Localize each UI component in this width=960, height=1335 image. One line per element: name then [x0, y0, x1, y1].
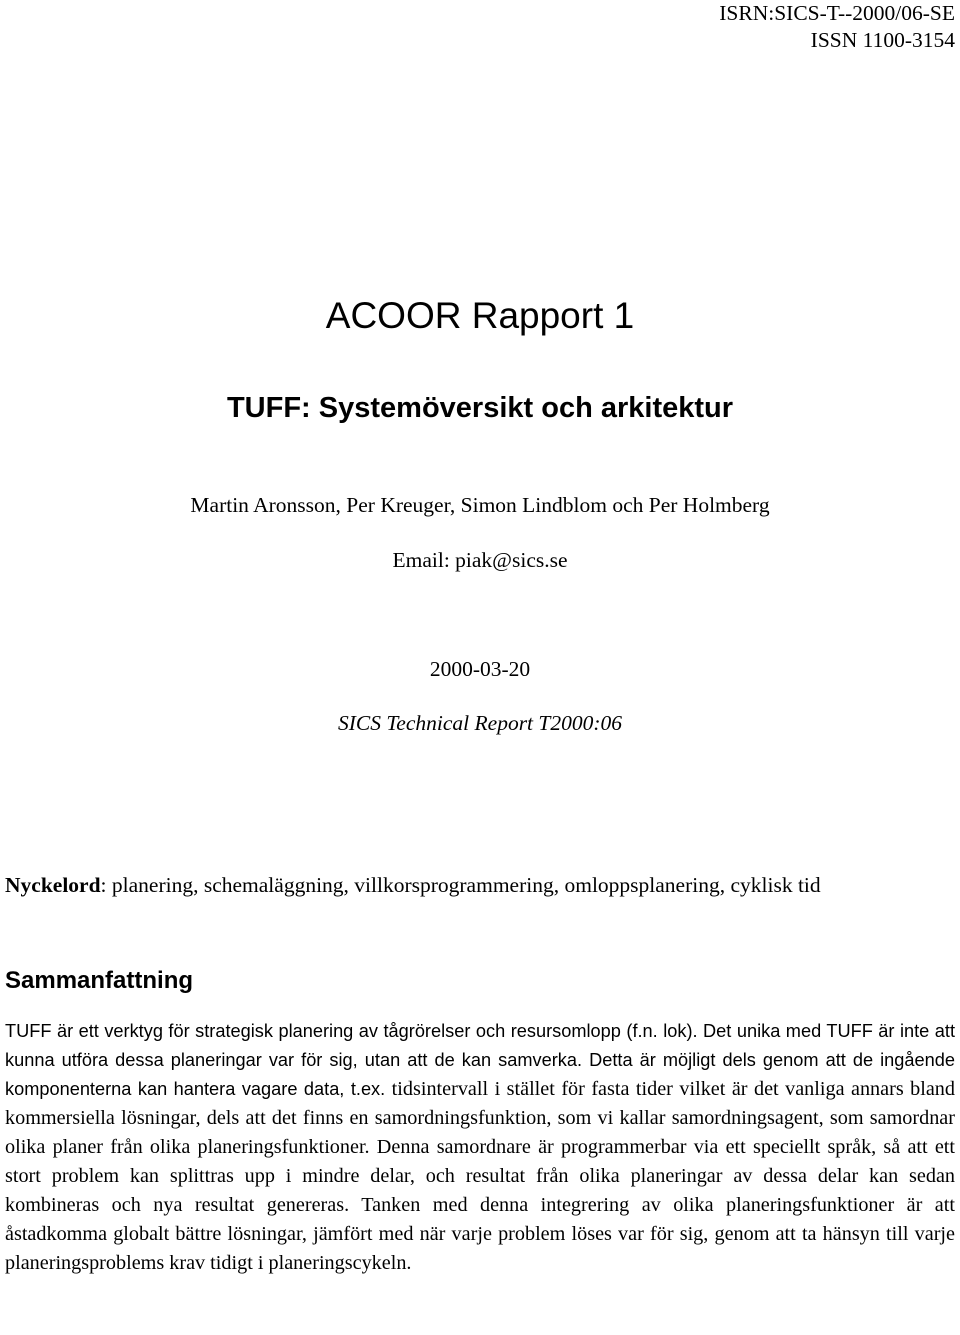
keywords-text: : planering, schemaläggning, villkorsprogrammering, omloppsplanering, cyklisk tid	[100, 873, 821, 897]
abstract-heading: Sammanfattning	[5, 967, 194, 994]
report-subtitle: TUFF: Systemöversikt och arkitektur	[226, 392, 734, 424]
isrn-number: ISRN:SICS-T--2000/06-SE	[719, 1, 955, 25]
report-date: 2000-03-20	[429, 657, 531, 681]
abstract-text-part1: TUFF är ett verktyg för strategisk planering av tågrörelser och resursomlopp (f.n. lok). Det unika med TUFF är inte att kunna utföra dessa planeringar var för sig, utan att de kan samverka. Detta är möjligt dels genom att de ingående komponenterna kan hantera vagare data, t.ex.	[5, 1021, 955, 1099]
technical-report-number: SICS Technical Report T2000:06	[337, 711, 623, 735]
keywords-label: Nyckelord	[5, 873, 101, 897]
author-list: Martin Aronsson, Per Kreuger, Simon Lindblom och Per Holmberg	[190, 493, 770, 517]
keywords-section	[5, 871, 945, 899]
abstract-body	[5, 1017, 955, 1278]
contact-email: Email: piak@sics.se	[392, 548, 568, 572]
abstract-text-part2: tidsintervall i stället för fasta tider vilket är det vanliga annars bland kommersiella lösningar, dels att det finns en samordningsfunktion, som vi kallar samordningsagent, som samordnar olika planer från olika planeringsfunktioner. Denna samordnare är programmerbar via ett speciellt språk, så att ett stort problem kan splittras upp i mindre delar, och resultat från olika planeringar av dessa delar kan sedan kombineras och nya resultat genereras. Tanken med denna integrering av olika planeringsfunktioner är att åstadkomma globalt bättre lösningar, jämfört med när varje problem löses var för sig, genom att ta hänsyn till varje planeringsproblems krav tidigt i planeringscykeln.	[5, 1078, 955, 1274]
report-title: ACOOR Rapport 1	[325, 295, 635, 336]
report-identifiers	[719, 0, 955, 54]
issn-number: ISSN 1100-3154	[810, 28, 955, 52]
